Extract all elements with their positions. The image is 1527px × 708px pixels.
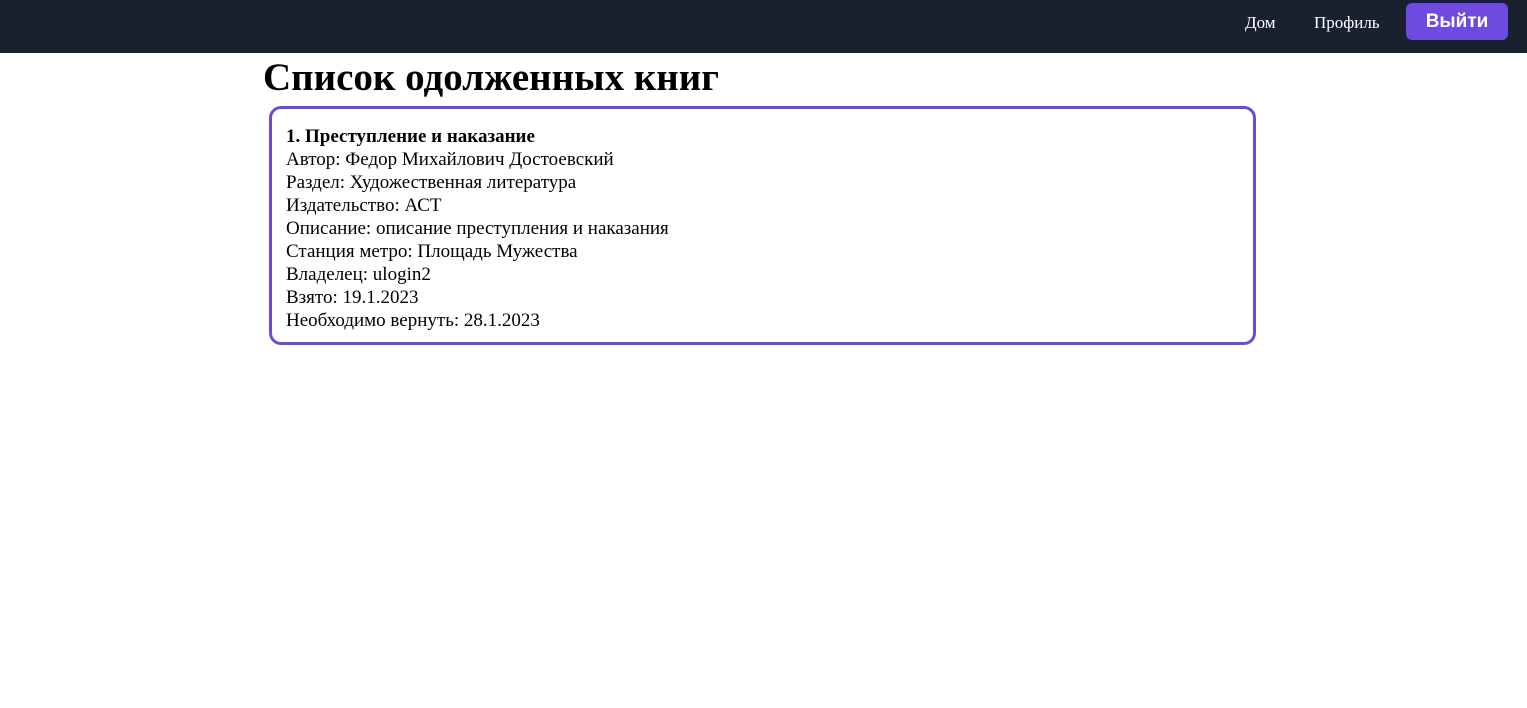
book-return-date: Необходимо вернуть: 28.1.2023 [286, 310, 540, 331]
book-title: 1. Преступление и наказание [286, 126, 535, 147]
book-card-body [286, 125, 669, 332]
book-taken-date: Взято: 19.1.2023 [286, 287, 419, 308]
nav-profile-link[interactable]: Профиль [1314, 13, 1380, 32]
book-metro-station: Станция метро: Площадь Мужества [286, 241, 578, 262]
book-owner: Владелец: ulogin2 [286, 264, 431, 285]
book-card [269, 106, 1256, 345]
book-author: Автор: Федор Михайлович Достоевский [286, 149, 614, 170]
navbar [0, 0, 1527, 53]
logout-button[interactable]: Выйти [1406, 3, 1508, 40]
book-description: Описание: описание преступления и наказания [286, 218, 669, 239]
book-section: Раздел: Художественная литература [286, 172, 577, 193]
page-title: Список одолженных книг [263, 56, 719, 99]
book-publisher: Издательство: АСТ [286, 195, 442, 216]
nav-home-link[interactable]: Дом [1245, 13, 1276, 32]
